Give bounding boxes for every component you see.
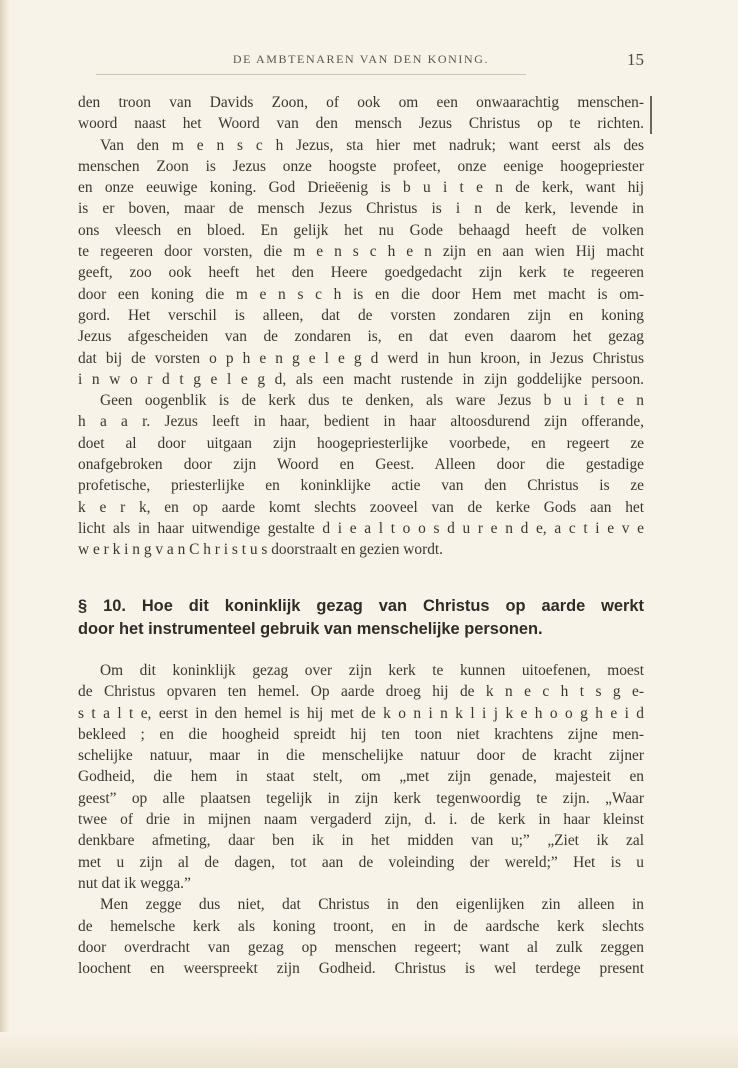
text-line: Godheid, die hem in staat stelt, om „met zijn genade, majesteit en (78, 768, 644, 786)
text-line: menschen Zoon is Jezus onze hoogste profeet, onze eenige hoogepriester (78, 157, 644, 175)
text-line: woord naast het Woord van den mensch Jezus Christus op te richten. (78, 115, 644, 133)
text-line: de Christus opvaren ten hemel. Op aarde droeg hij de k n e c h t s g e- (78, 683, 644, 701)
text-line: bekleed ; en die hoogheid spreidt hij ten toon niet krachtens zijne men- (78, 725, 644, 743)
text-line: en onze eeuwige koning. God Drieëenig is b u i t e n de kerk, want hij (78, 179, 644, 197)
page-gutter (0, 0, 10, 1068)
text-line: Men zegge dus niet, dat Christus in den eigenlijken zin alleen in (100, 896, 644, 914)
text-line: geeft, zoo ook heeft het den Heere goedgedacht zijn kerk te regeeren (78, 264, 644, 282)
text-line: profetische, priesterlijke en koninklijke actie van den Christus is ze (78, 477, 644, 495)
text-line: Om dit koninklijk gezag over zijn kerk te kunnen uitoefenen, moest (100, 662, 644, 679)
text-line: met u zijn al de dagen, tot aan de voleinding der wereld;” Het is u (78, 853, 644, 871)
text-line: s t a l t e, eerst in den hemel is hij met de k o n i n k l i j k e h o o g h e i d (78, 704, 644, 722)
page-number: 15 (627, 50, 644, 69)
text-line: denkbare afmeting, daar ben ik in het midden van u;” „Ziet ik zal (78, 832, 644, 850)
text-line: k e r k, en op aarde komt slechts zooveel van de kerke Gods aan het (78, 498, 644, 516)
running-title: DE AMBTENAREN VAN DEN KONING. (232, 52, 490, 66)
section-heading (78, 595, 644, 641)
text-line: licht als in haar uitwendige gestalte d i e a l t o o s d u r e n d e, a c t i e v e (78, 519, 644, 537)
text-line: Geen oogenblik is de kerk dus te denken, als ware Jezus b u i t e n (100, 392, 644, 410)
text-line: door een koning die m e n s c h is en die door Hem met macht is om- (78, 285, 644, 303)
text-line: ons vleesch en bloed. En gelijk het nu Gode behaagd heeft de volken (78, 221, 644, 239)
text-line: door overdracht van gezag op menschen regeert; want al zulk zeggen (78, 938, 644, 956)
text-line: is er boven, maar de mensch Jezus Christus is i n de kerk, levende in (78, 200, 644, 218)
text-line: geest” op alle plaatsen tegelijk in zijn kerk tegenwoordig te zijn. „Waar (78, 789, 644, 807)
text-line: twee of drie in mijnen naam vergaderd zijn, d. i. de kerk in haar kleinst (78, 811, 644, 829)
text-line: onafgebroken door zijn Woord en Geest. Alleen door die gestadige (78, 456, 644, 474)
text-line: Van den m e n s c h Jezus, sta hier met nadruk; want eerst als des (100, 136, 644, 154)
text-line: gord. Het verschil is alleen, dat de vorsten zondaren zijn en koning (78, 306, 644, 324)
text-line: doet al door uitgaan zijn hoogepriesterlijke voorbede, en regeert ze (78, 434, 644, 452)
text-line: te regeeren door vorsten, die m e n s c h e n zijn en aan wien Hij macht (78, 243, 644, 261)
page-bottom-edge (0, 1032, 738, 1068)
text-line: dat bij de vorsten o p h e n g e l e g d werd in hun kroon, in Jezus Christus (78, 349, 644, 367)
text-line: w e r k i n g v a n C h r i s t u s doorstraalt en gezien wordt. (78, 541, 444, 559)
text-line: Jezus afgescheiden van de zondaren is, en dat even daarom het gezag (78, 328, 644, 346)
text-line: den troon van Davids Zoon, of ook om een onwaarachtig menschen- (78, 94, 644, 111)
text-line: de hemelsche kerk als koning troont, en in de aardsche kerk slechts (78, 917, 644, 935)
text-block-top (78, 92, 644, 561)
text-line: h a a r. Jezus leeft in haar, bedient in haar altoosdurend zijn offerande, (78, 413, 644, 431)
header-rule (96, 74, 526, 75)
text-line: loochent en weerspreekt zijn Godheid. Christus is wel terdege present (78, 960, 644, 978)
text-block-bottom (78, 660, 644, 979)
margin-mark (650, 96, 652, 134)
text-line: schelijke natuur, maar in die menschelijke natuur door de kracht zijner (78, 747, 644, 765)
text-line: i n w o r d t g e l e g d, als een macht rustende in zijn goddelijke persoon. (78, 370, 644, 388)
text-line: nut dat ik wegga.” (78, 874, 191, 892)
section-heading-line: door het instrumenteel gebruik van menschelijke personen. (78, 620, 543, 638)
running-header (78, 50, 644, 72)
section-heading-line: § 10. Hoe dit koninklijk gezag van Christus op aarde werkt (78, 597, 644, 615)
